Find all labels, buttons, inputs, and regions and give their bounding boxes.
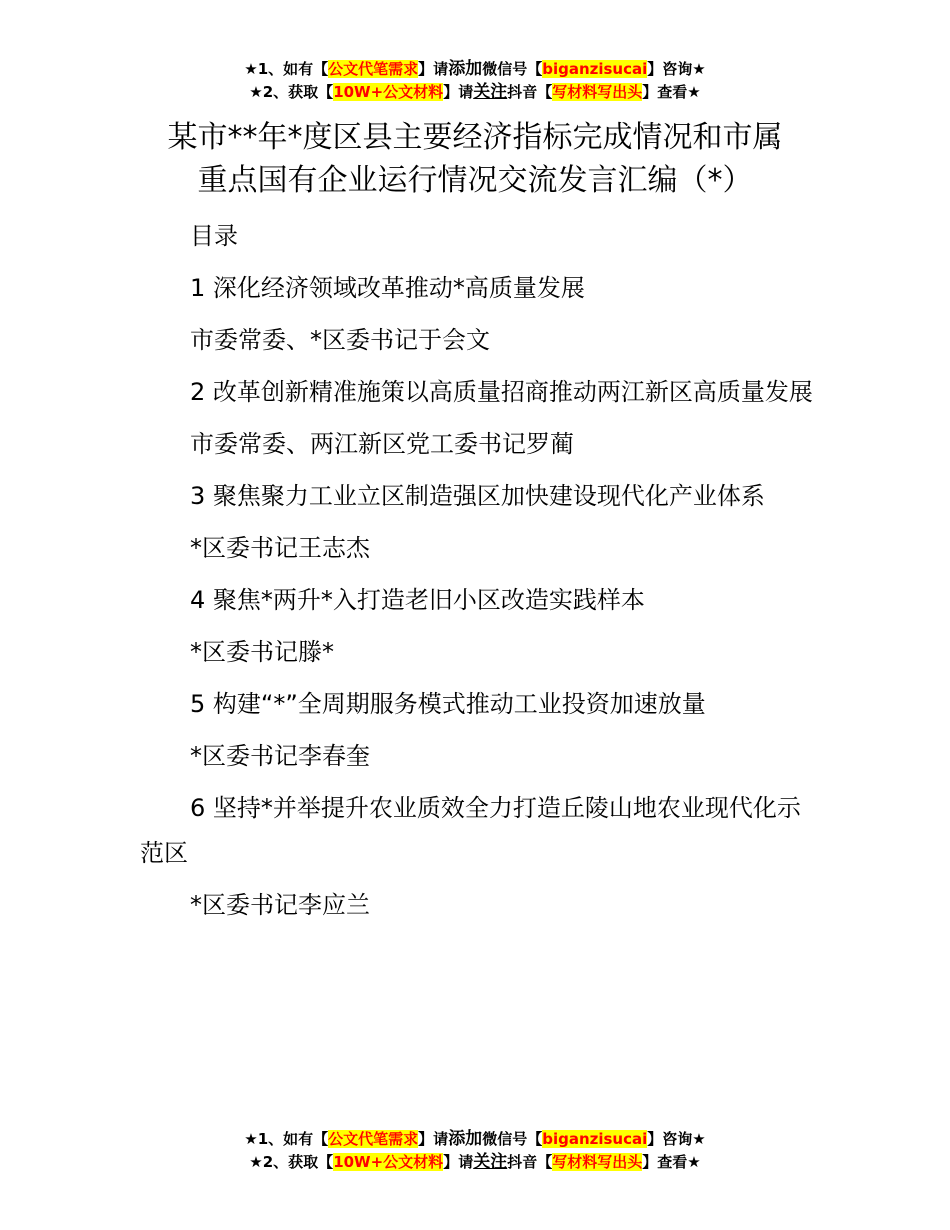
banner-text: 微信号【 (482, 60, 543, 78)
banner-text: ★2、获取【 (249, 1153, 334, 1171)
toc-item-title: 6 坚持*并举提升农业质效全力打造丘陵山地农业现代化示范区 (140, 794, 801, 867)
emphasis-text: 关注 (473, 1152, 508, 1172)
banner-line-2 (0, 81, 950, 104)
toc-item-title: 4 聚焦*两升*入打造老旧小区改造实践样本 (190, 586, 645, 614)
highlight-materials: 10W+公文材料 (333, 1153, 444, 1171)
toc-item-author: 市委常委、两江新区党工委书记罗蔺 (190, 430, 574, 458)
banner-text: 】咨询★ (647, 1130, 706, 1148)
banner-text: 抖音【 (507, 83, 553, 101)
highlight-service: 公文代笔需求 (328, 1130, 419, 1148)
emphasis-text: 添加 (448, 1129, 483, 1149)
highlight-account: 写材料写出头 (552, 83, 643, 101)
document-body (140, 214, 815, 935)
header-banner (0, 58, 950, 104)
toc-item-title: 1 深化经济领域改革推动*高质量发展 (190, 274, 585, 302)
banner-line-2 (0, 1151, 950, 1174)
banner-text: ★2、获取【 (249, 83, 334, 101)
toc-item-author: *区委书记李应兰 (190, 891, 370, 919)
banner-text: 】咨询★ (647, 60, 706, 78)
banner-text: 抖音【 (507, 1153, 553, 1171)
banner-text: 】请 (418, 60, 449, 78)
toc-item-title: 5 构建“*”全周期服务模式推动工业投资加速放量 (190, 690, 706, 718)
banner-text: 】请 (443, 1153, 474, 1171)
highlight-service: 公文代笔需求 (328, 60, 419, 78)
highlight-materials: 10W+公文材料 (333, 83, 444, 101)
document-title (0, 116, 950, 202)
toc-item-author: *区委书记李春奎 (190, 742, 370, 770)
title-line-2: 重点国有企业运行情况交流发言汇编（*） (197, 163, 753, 198)
toc-item-title: 3 聚焦聚力工业立区制造强区加快建设现代化产业体系 (190, 482, 765, 510)
emphasis-text: 关注 (473, 82, 508, 102)
banner-line-1 (0, 58, 950, 81)
banner-text: 】请 (443, 83, 474, 101)
toc-heading: 目录 (190, 222, 238, 250)
highlight-wechat-id: biganzisucai (542, 60, 648, 78)
banner-text: ★1、如有【 (244, 1130, 329, 1148)
banner-text: 】查看★ (642, 1153, 701, 1171)
banner-text: ★1、如有【 (244, 60, 329, 78)
banner-line-1 (0, 1128, 950, 1151)
highlight-account: 写材料写出头 (552, 1153, 643, 1171)
banner-text: 】查看★ (642, 83, 701, 101)
title-line-1: 某市**年*度区县主要经济指标完成情况和市属 (167, 120, 783, 155)
emphasis-text: 添加 (448, 59, 483, 79)
banner-text: 微信号【 (482, 1130, 543, 1148)
toc-item-author: 市委常委、*区委书记于会文 (190, 326, 490, 354)
banner-text: 】请 (418, 1130, 449, 1148)
toc-item-author: *区委书记王志杰 (190, 534, 370, 562)
toc-item-author: *区委书记滕* (190, 638, 334, 666)
toc-item-title: 2 改革创新精准施策以高质量招商推动两江新区高质量发展 (190, 378, 813, 406)
highlight-wechat-id: biganzisucai (542, 1130, 648, 1148)
footer-banner (0, 1128, 950, 1174)
